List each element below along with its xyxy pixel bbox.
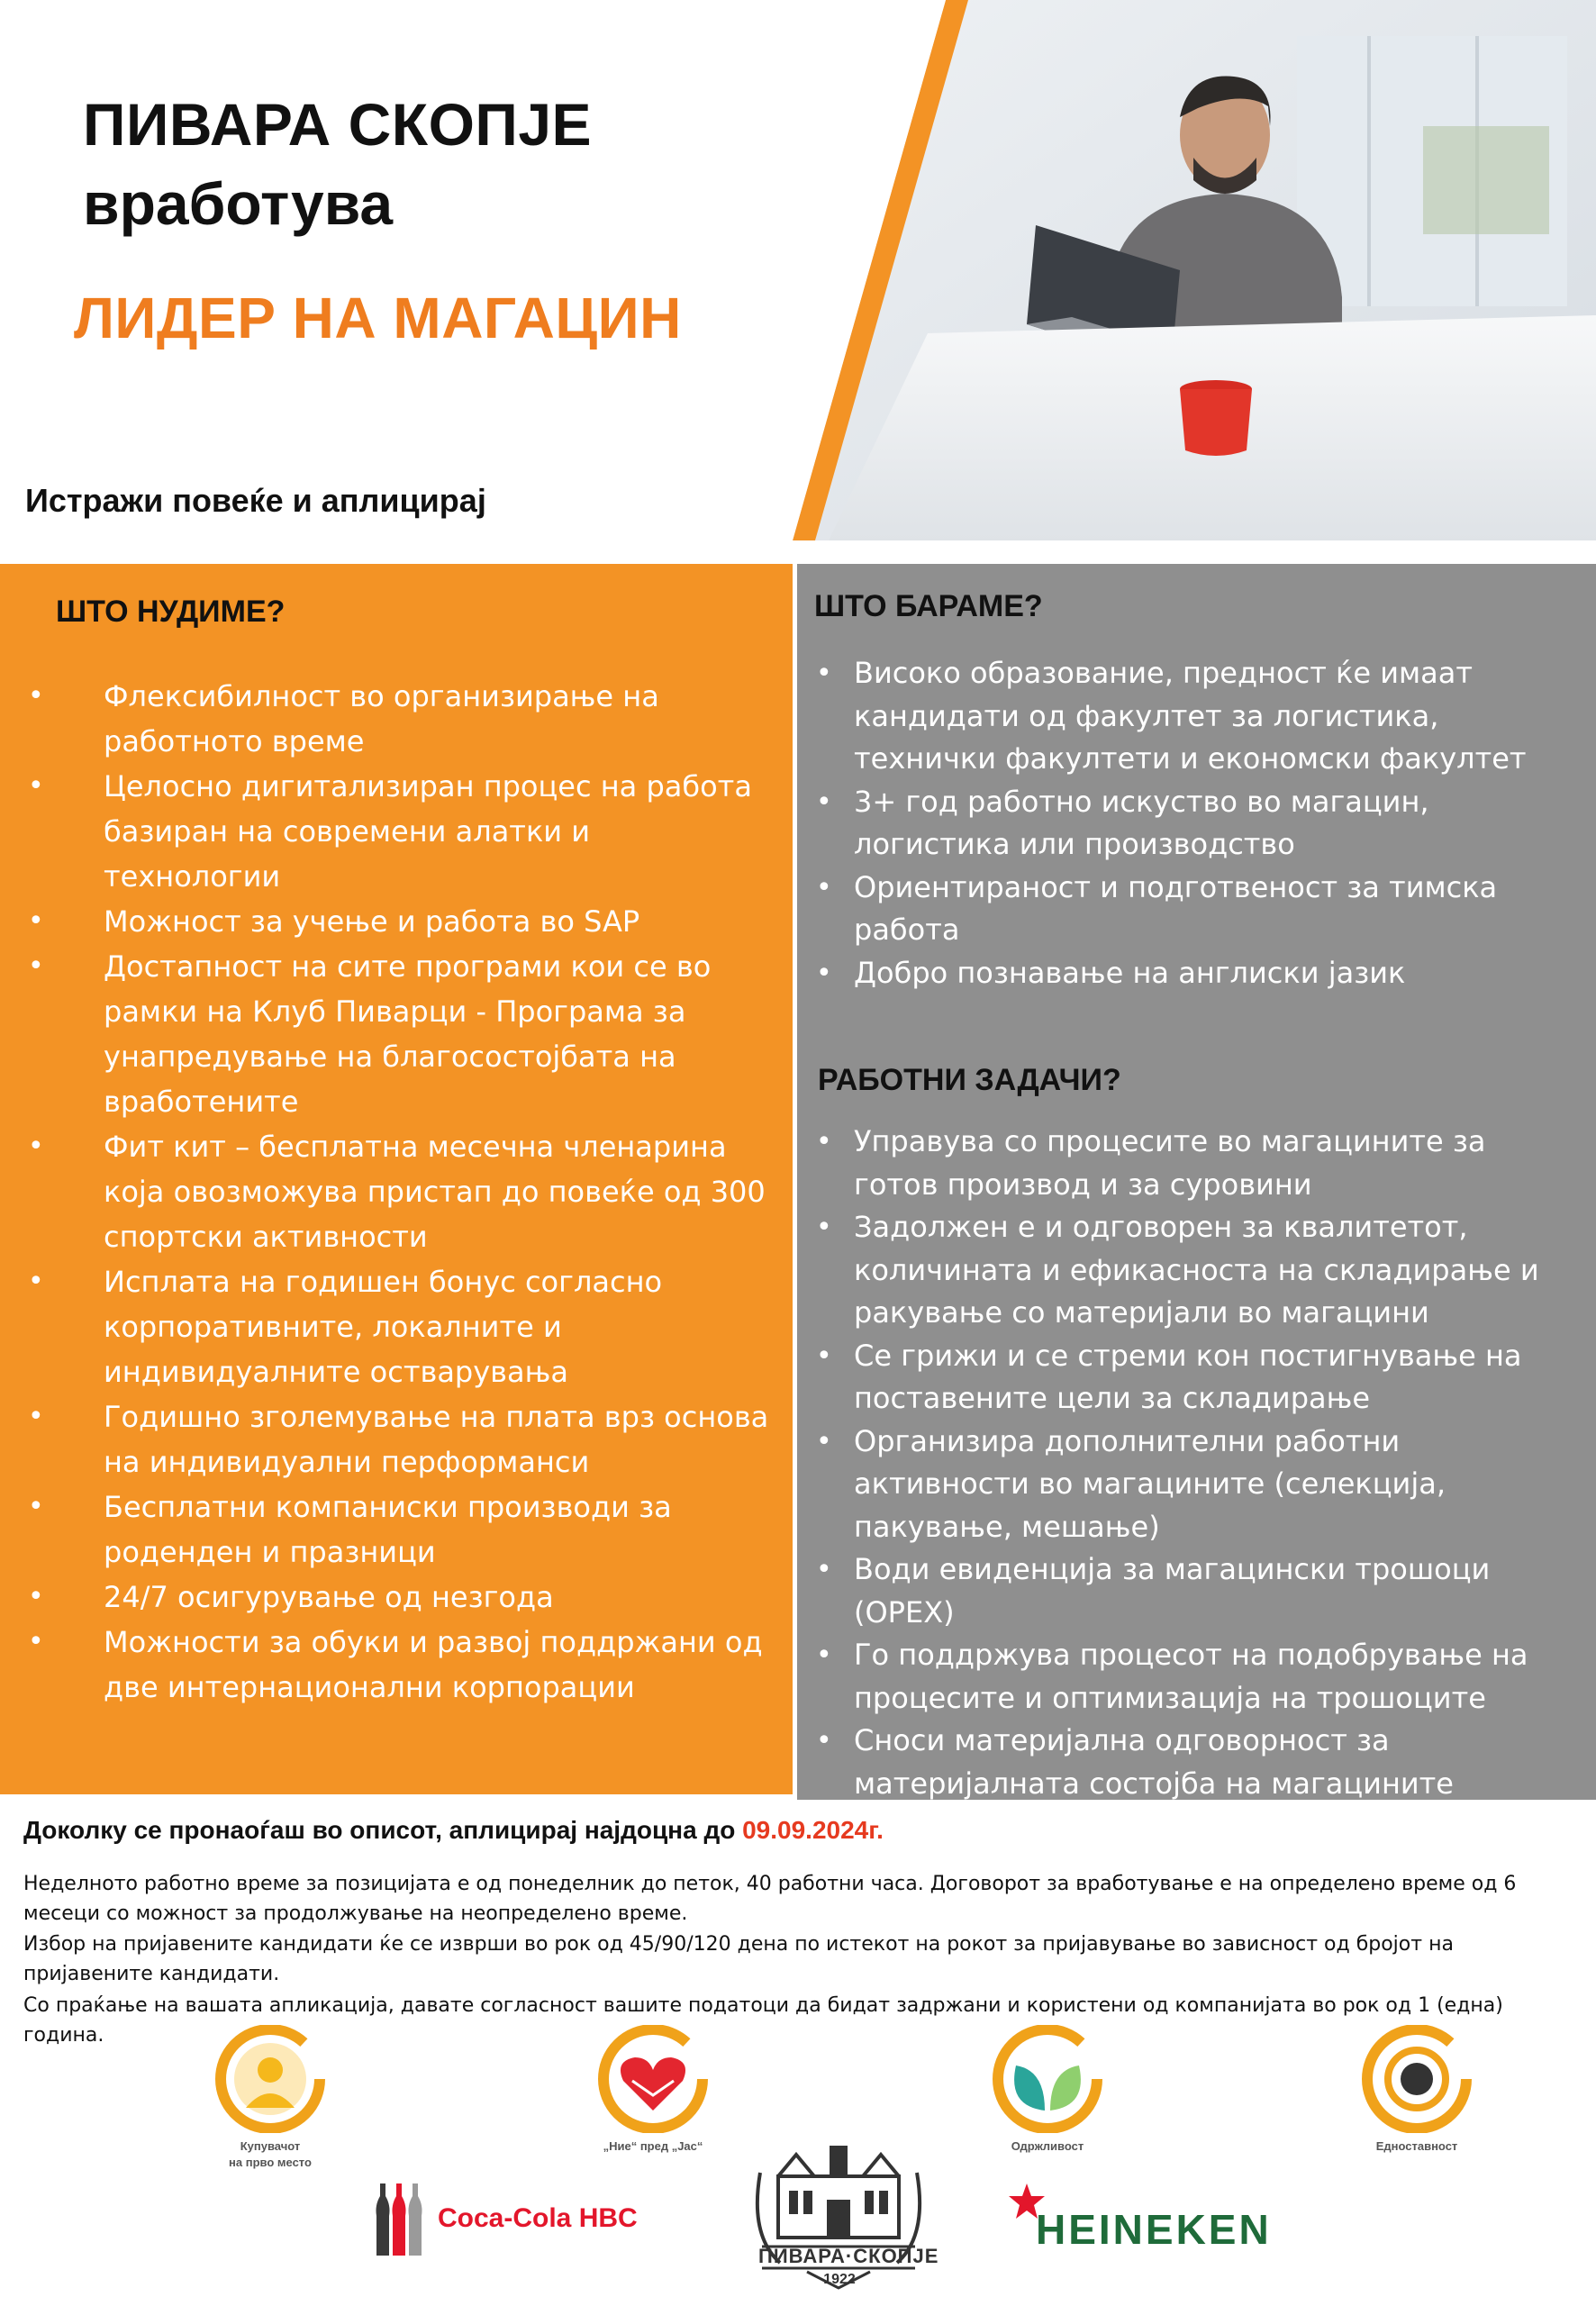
explore-link[interactable]: Истражи повеќе и аплицирај: [25, 482, 486, 519]
bullet-icon: •: [816, 957, 832, 989]
value-sustainability: Одржливост: [971, 2025, 1124, 2154]
bullet-icon: •: [28, 905, 44, 937]
tasks-title: РАБОТНИ ЗАДАЧИ?: [818, 1063, 1121, 1097]
list-item: • Достапност на сите програми кои се во рамки на Клуб Пиварци - Програма за унапредување на благосостојбата на вработените: [104, 944, 770, 1124]
bullet-icon: •: [28, 1266, 44, 1297]
bullet-icon: •: [28, 1401, 44, 1432]
offer-list: [28, 674, 770, 1710]
list-item: • Флексибилност во организирање на работното време: [104, 674, 770, 764]
bullet-icon: •: [816, 785, 832, 818]
bullet-icon: •: [28, 680, 44, 712]
list-item: • Организира дополнителни работни активности во магацините (селекција, пакување, мешање): [854, 1421, 1565, 1549]
hiring-label: вработува: [83, 170, 394, 237]
bullet-icon: •: [816, 1212, 832, 1243]
list-item: • Управува со процесите во магацините за готов производ и за суровини: [854, 1121, 1565, 1206]
list-item: • Фит кит – бесплатна месечна членарина која овозможува пристап до повеќе од 300 спортски активности: [104, 1124, 770, 1259]
pivara-year: 1922: [823, 2272, 856, 2287]
bullet-icon: •: [28, 1581, 44, 1612]
bullet-icon: •: [816, 1639, 832, 1671]
heart-hands-icon: [594, 2025, 712, 2133]
pivara-skopje-logo: [744, 2137, 939, 2294]
list-item: • Исплата на годишен бонус согласно корпоративните, локалните и индивидуалните остварувања: [104, 1259, 770, 1394]
coca-cola-hbc-logo: Coca-Cola HBC: [438, 2203, 638, 2233]
value-simplicity: Едноставност: [1340, 2025, 1493, 2154]
list-item: • Задолжен е и одговорен за квалитетот, количината и ефикасноста на складирање и ракување со материјали во магацини: [854, 1206, 1565, 1335]
requirements-title: ШТО БАРАМЕ?: [814, 589, 1043, 623]
bullet-icon: •: [816, 1339, 832, 1372]
bullet-icon: •: [28, 950, 44, 982]
position-title: ЛИДЕР НА МАГАЦИН: [74, 286, 682, 350]
office-photo-illustration: [793, 0, 1596, 540]
list-item: • 3+ год работно искуство во магацин, логистика или производство: [854, 781, 1565, 867]
bullet-icon: •: [816, 1425, 832, 1457]
bullet-icon: •: [816, 658, 832, 689]
note-consent: Со праќање на вашата апликација, давате согласност вашите податоци да бидат задржани и користени од компанијата во рок од 1 (една) година.: [23, 1994, 1503, 2047]
header-photo: [793, 0, 1596, 540]
list-item: • Високо образование, предност ќе имаат кандидати од факултет за логистика, технички факултети и економски факултет: [854, 652, 1565, 781]
value-customer: Купувачот на прво место: [194, 2025, 347, 2170]
bullet-icon: •: [816, 871, 832, 903]
customer-icon: [212, 2025, 329, 2133]
list-item: • 24/7 осигурување од незгода: [104, 1575, 770, 1620]
note-selection: Избор на пријавените кандидати ќе се изврши во рок од 45/90/120 дена по истекот на рокот за пријавување во зависност од бројот на пријавените кандидати.: [23, 1933, 1454, 1985]
list-item: • Можности за обуки и развој поддржани од две интернационални корпорации: [104, 1620, 770, 1710]
requirements-list: [816, 652, 1565, 994]
heineken-logo: HEINEKEN: [1036, 2206, 1272, 2253]
bullet-icon: •: [28, 1626, 44, 1657]
circle-icon: [1358, 2025, 1475, 2133]
list-item: • Можност за учење и работа во SAP: [104, 899, 770, 944]
tasks-list: [816, 1121, 1565, 1805]
deadline-date: 09.09.2024г.: [742, 1816, 884, 1844]
list-item: • Ориентираност и подготвеност за тимска работа: [854, 867, 1565, 952]
value-we-before-me: „Ние“ пред „Јас“: [576, 2025, 730, 2154]
list-item: • Сноси материјална одговорност за материјалната состојба на магацините: [854, 1720, 1565, 1805]
list-item: • Целосно дигитализиран процес на работа базиран на современи алатки и технологии: [104, 764, 770, 899]
company-name: ПИВАРА СКОПЈЕ: [83, 91, 593, 158]
bullet-icon: •: [28, 1491, 44, 1522]
bullet-icon: •: [816, 1725, 832, 1757]
list-item: • Води евиденција за магацински трошоци (OPEX): [854, 1548, 1565, 1634]
pivara-name: ПИВАРА·СКОПЈЕ: [758, 2245, 939, 2267]
coca-cola-bottles-icon: [367, 2180, 431, 2260]
bullet-icon: •: [28, 1130, 44, 1162]
bullet-icon: •: [816, 1554, 832, 1585]
leaves-icon: [989, 2025, 1106, 2133]
bullet-icon: •: [816, 1126, 832, 1158]
list-item: • Бесплатни компаниски производи за роденден и празници: [104, 1484, 770, 1575]
offer-title: ШТО НУДИМЕ?: [56, 595, 286, 629]
bullet-icon: •: [28, 770, 44, 802]
list-item: • Го поддржува процесот на подобрување на процесите и оптимизација на трошоците: [854, 1634, 1565, 1720]
list-item: • Годишно зголемување на плата врз основа на индивидуални перформанси: [104, 1394, 770, 1484]
deadline-line: Доколку се пронаоѓаш во описот, аплицирај најдоцна до 09.09.2024г.: [23, 1816, 884, 1844]
list-item: • Се грижи и се стреми кон постигнување на поставените цели за складирање: [854, 1335, 1565, 1421]
list-item: • Добро познавање на англиски јазик: [854, 952, 1565, 995]
note-working-hours: Неделното работно време за позицијата е од понеделник до петок, 40 работни часа. Договорот за вработување е на определено време од 6 месеци со можност за продолжување на неопределено време.: [23, 1873, 1517, 1925]
